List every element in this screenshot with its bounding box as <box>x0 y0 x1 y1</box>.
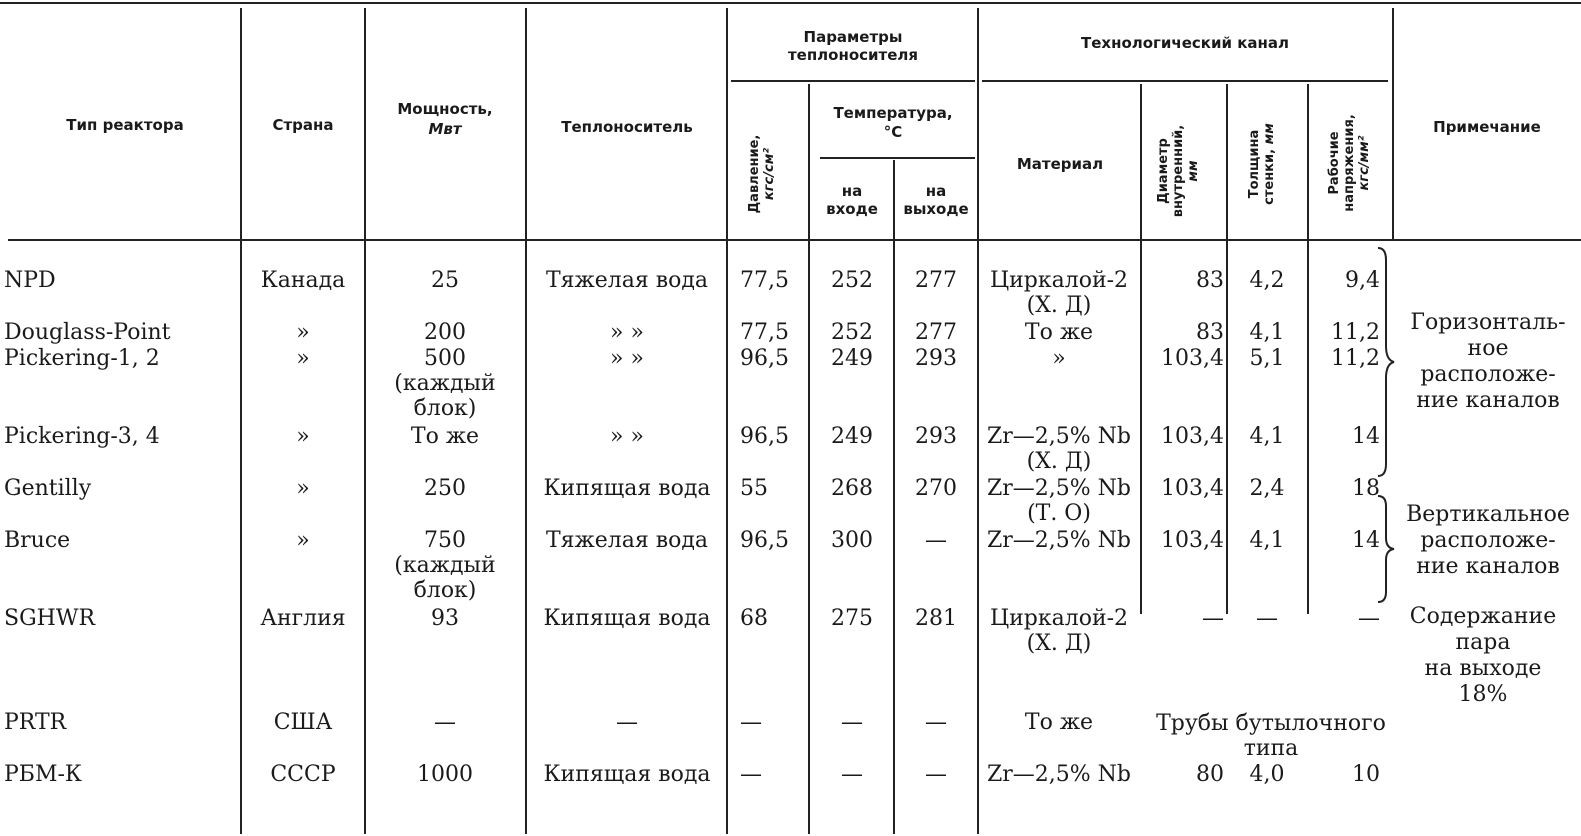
header-diameter: Диаметр внутренний, мм <box>1156 124 1201 218</box>
cell-d-3: 103,4 <box>1161 346 1224 371</box>
col-rule-6 <box>893 160 895 834</box>
header-inlet-1: на <box>841 182 863 200</box>
cell-p-5: 55 <box>740 476 768 501</box>
cell-p-8: — <box>740 710 762 735</box>
cell-s-3: 5,1 <box>1249 346 1285 371</box>
cell-power-6: 750 (каждый блок) <box>394 528 496 603</box>
cell-tout-3: 293 <box>915 346 957 371</box>
note-horizontal: Горизонталь- ное расположе- ние каналов <box>1410 310 1566 413</box>
cell-coolant-8: — <box>616 710 638 735</box>
cell-mat-3: » <box>1052 346 1066 371</box>
cell-power-8: — <box>434 710 456 735</box>
cell-mat-5: Zr—2,5% Nb (Т. О) <box>986 476 1132 526</box>
col-rule-3 <box>525 8 527 834</box>
cell-s-5: 2,4 <box>1249 476 1285 501</box>
header-stress: Рабочие напряжения, кгс/мм² <box>1327 114 1372 212</box>
header-params-1: Параметры <box>803 28 903 46</box>
cell-power-1: 25 <box>431 268 459 293</box>
cell-power-3: 500 (каждый блок) <box>394 346 496 421</box>
note-bottle-type: Трубы бутылочного типа <box>1156 711 1386 761</box>
cell-mat-4: Zr—2,5% Nb (Х. Д) <box>986 424 1132 474</box>
cell-tout-8: — <box>925 710 947 735</box>
col-rule-10 <box>1307 84 1309 614</box>
cell-country-6: » <box>296 528 310 553</box>
header-temp-1: Температура, <box>833 104 953 122</box>
brace-vertical <box>1376 494 1396 604</box>
cell-country-7: Англия <box>260 606 346 631</box>
top-rule <box>0 2 1581 4</box>
header-note: Примечание <box>1433 118 1541 136</box>
header-material: Материал <box>1016 155 1104 173</box>
cell-d-4: 103,4 <box>1161 424 1224 449</box>
cell-sig-5: 18 <box>1352 476 1380 501</box>
cell-type-5: Gentilly <box>4 476 92 501</box>
col-rule-2 <box>364 8 366 834</box>
cell-sig-9: 10 <box>1352 762 1380 787</box>
cell-tout-6: — <box>925 528 947 553</box>
col-rule-4 <box>726 8 728 834</box>
cell-type-1: NPD <box>4 268 56 293</box>
cell-tout-5: 270 <box>915 476 957 501</box>
cell-s-4: 4,1 <box>1249 424 1285 449</box>
cell-power-7: 93 <box>431 606 459 631</box>
cell-type-4: Pickering-3, 4 <box>4 424 160 449</box>
cell-p-7: 68 <box>740 606 768 631</box>
col-rule-1 <box>240 8 242 834</box>
cell-tin-2: 252 <box>831 320 873 345</box>
cell-d-2: 83 <box>1196 320 1224 345</box>
cell-tin-5: 268 <box>831 476 873 501</box>
cell-mat-1: Циркалой-2 (Х. Д) <box>989 268 1129 318</box>
cell-coolant-1: Тяжелая вода <box>545 268 709 293</box>
cell-tout-2: 277 <box>915 320 957 345</box>
col-rule-11 <box>1392 8 1394 240</box>
cell-sig-3: 11,2 <box>1331 346 1380 371</box>
col-rule-8 <box>1140 84 1142 614</box>
cell-coolant-3: » » <box>610 346 644 371</box>
channel-subrule <box>982 80 1388 82</box>
cell-country-8: США <box>273 710 333 735</box>
col-rule-9 <box>1226 84 1228 614</box>
cell-s-6: 4,1 <box>1249 528 1285 553</box>
cell-type-7: SGHWR <box>4 606 96 631</box>
cell-sig-2: 11,2 <box>1331 320 1380 345</box>
cell-coolant-6: Тяжелая вода <box>545 528 709 553</box>
cell-d-9: 80 <box>1196 762 1224 787</box>
cell-coolant-5: Кипящая вода <box>543 476 711 501</box>
cell-p-9: — <box>740 762 762 787</box>
cell-coolant-4: » » <box>610 424 644 449</box>
cell-p-2: 77,5 <box>740 320 789 345</box>
cell-sig-7: — <box>1358 606 1380 631</box>
cell-country-4: » <box>296 424 310 449</box>
cell-sig-1: 9,4 <box>1345 268 1380 293</box>
header-params-2: теплоносителя <box>787 46 919 64</box>
header-channel: Технологический канал <box>1081 34 1289 52</box>
note-steam: Содержание пара на выходе 18% <box>1409 604 1557 707</box>
cell-tin-9: — <box>841 762 863 787</box>
header-power: Мощность, <box>397 100 493 118</box>
cell-country-1: Канада <box>260 268 346 293</box>
cell-sig-4: 14 <box>1352 424 1380 449</box>
cell-type-8: PRTR <box>4 710 67 735</box>
cell-mat-8: То же <box>1024 710 1094 735</box>
brace-horizontal <box>1376 246 1396 478</box>
header-outlet-2: выходе <box>903 200 969 218</box>
cell-p-1: 77,5 <box>740 268 789 293</box>
cell-tin-1: 252 <box>831 268 873 293</box>
cell-type-6: Bruce <box>4 528 71 553</box>
col-rule-7 <box>977 8 979 834</box>
cell-s-9: 4,0 <box>1249 762 1285 787</box>
cell-power-5: 250 <box>424 476 466 501</box>
cell-power-9: 1000 <box>417 762 473 787</box>
header-outlet-1: на <box>925 182 947 200</box>
header-thickness: Толщина стенки, мм <box>1247 123 1277 205</box>
cell-tout-1: 277 <box>915 268 957 293</box>
cell-country-3: » <box>296 346 310 371</box>
header-power-unit: Мвт <box>428 120 462 138</box>
cell-tin-3: 249 <box>831 346 873 371</box>
cell-country-9: СССР <box>270 762 336 787</box>
cell-type-2: Douglass-Point <box>4 320 171 345</box>
cell-tout-4: 293 <box>915 424 957 449</box>
cell-tin-8: — <box>841 710 863 735</box>
cell-p-6: 96,5 <box>740 528 789 553</box>
cell-d-1: 83 <box>1196 268 1224 293</box>
header-type: Тип реактора <box>66 116 184 134</box>
cell-s-1: 4,2 <box>1249 268 1285 293</box>
cell-p-3: 96,5 <box>740 346 789 371</box>
cell-d-7: — <box>1202 606 1224 631</box>
cell-country-2: » <box>296 320 310 345</box>
col-rule-5 <box>808 84 810 834</box>
cell-d-6: 103,4 <box>1161 528 1224 553</box>
cell-tin-4: 249 <box>831 424 873 449</box>
params-subrule <box>731 80 975 82</box>
cell-country-5: » <box>296 476 310 501</box>
header-coolant: Теплоноситель <box>561 118 693 136</box>
cell-coolant-9: Кипящая вода <box>543 762 711 787</box>
cell-tout-7: 281 <box>915 606 957 631</box>
header-bottom-rule <box>8 239 1581 241</box>
note-vertical: Вертикальное расположе- ние каналов <box>1406 502 1570 579</box>
header-pressure: Давление, кгс/см² <box>747 134 777 214</box>
cell-power-4: То же <box>410 424 480 449</box>
cell-s-2: 4,1 <box>1249 320 1285 345</box>
temp-subrule <box>820 157 975 159</box>
cell-p-4: 96,5 <box>740 424 789 449</box>
cell-tin-6: 300 <box>831 528 873 553</box>
cell-mat-9: Zr—2,5% Nb <box>986 762 1132 787</box>
cell-sig-6: 14 <box>1352 528 1380 553</box>
cell-type-9: РБМ-К <box>4 762 82 787</box>
cell-coolant-2: » » <box>610 320 644 345</box>
cell-mat-7: Циркалой-2 (Х. Д) <box>989 606 1129 656</box>
header-inlet-2: входе <box>826 200 878 218</box>
cell-s-7: — <box>1256 606 1278 631</box>
cell-mat-2: То же <box>1024 320 1094 345</box>
header-country: Страна <box>272 116 334 134</box>
cell-type-3: Pickering-1, 2 <box>4 346 160 371</box>
cell-d-5: 103,4 <box>1161 476 1224 501</box>
cell-coolant-7: Кипящая вода <box>543 606 711 631</box>
cell-tout-9: — <box>925 762 947 787</box>
cell-tin-7: 275 <box>831 606 873 631</box>
cell-mat-6: Zr—2,5% Nb <box>986 528 1132 553</box>
cell-power-2: 200 <box>424 320 466 345</box>
header-temp-2: °С <box>883 123 903 141</box>
